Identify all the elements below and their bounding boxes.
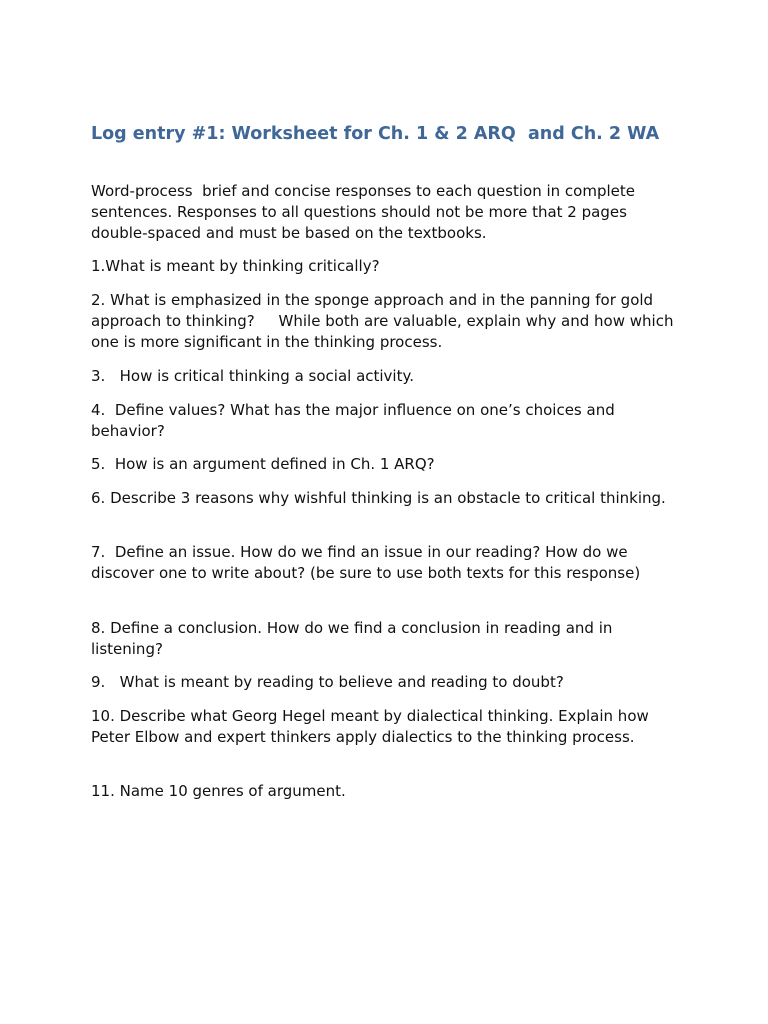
question-10: 10. Describe what Georg Hegel meant by dialectical thinking. Explain how Peter Elbow and expert thinkers apply dialectics to the thinking process. bbox=[91, 707, 654, 746]
question-2: 2. What is emphasized in the sponge approach and in the panning for gold approach to thinking? While both are valuable, explain why and how which one is more significant in the thinking process. bbox=[91, 291, 679, 351]
question-5: 5. How is an argument defined in Ch. 1 ARQ? bbox=[91, 455, 435, 473]
question-8: 8. Define a conclusion. How do we find a conclusion in reading and in listening? bbox=[91, 619, 618, 658]
question-7: 7. Define an issue. How do we find an issue in our reading? How do we discover one to write about? (be sure to use both texts for this response) bbox=[91, 543, 641, 582]
question-4: 4. Define values? What has the major influence on one’s choices and behavior? bbox=[91, 401, 620, 440]
question-11: 11. Name 10 genres of argument. bbox=[91, 782, 346, 800]
question-1: 1.What is meant by thinking critically? bbox=[91, 257, 380, 275]
question-6: 6. Describe 3 reasons why wishful thinking is an obstacle to critical thinking. bbox=[91, 489, 666, 507]
document-title: Log entry #1: Worksheet for Ch. 1 & 2 ARQ and Ch. 2 WA bbox=[91, 124, 660, 144]
instructions-paragraph: Word-process brief and concise responses to each question in complete sentences. Responses to all questions should not be more that 2 pages double-spaced and must be based on the textbooks. bbox=[91, 182, 640, 242]
question-9: 9. What is meant by reading to believe and reading to doubt? bbox=[91, 673, 564, 691]
question-3: 3. How is critical thinking a social activity. bbox=[91, 367, 414, 385]
